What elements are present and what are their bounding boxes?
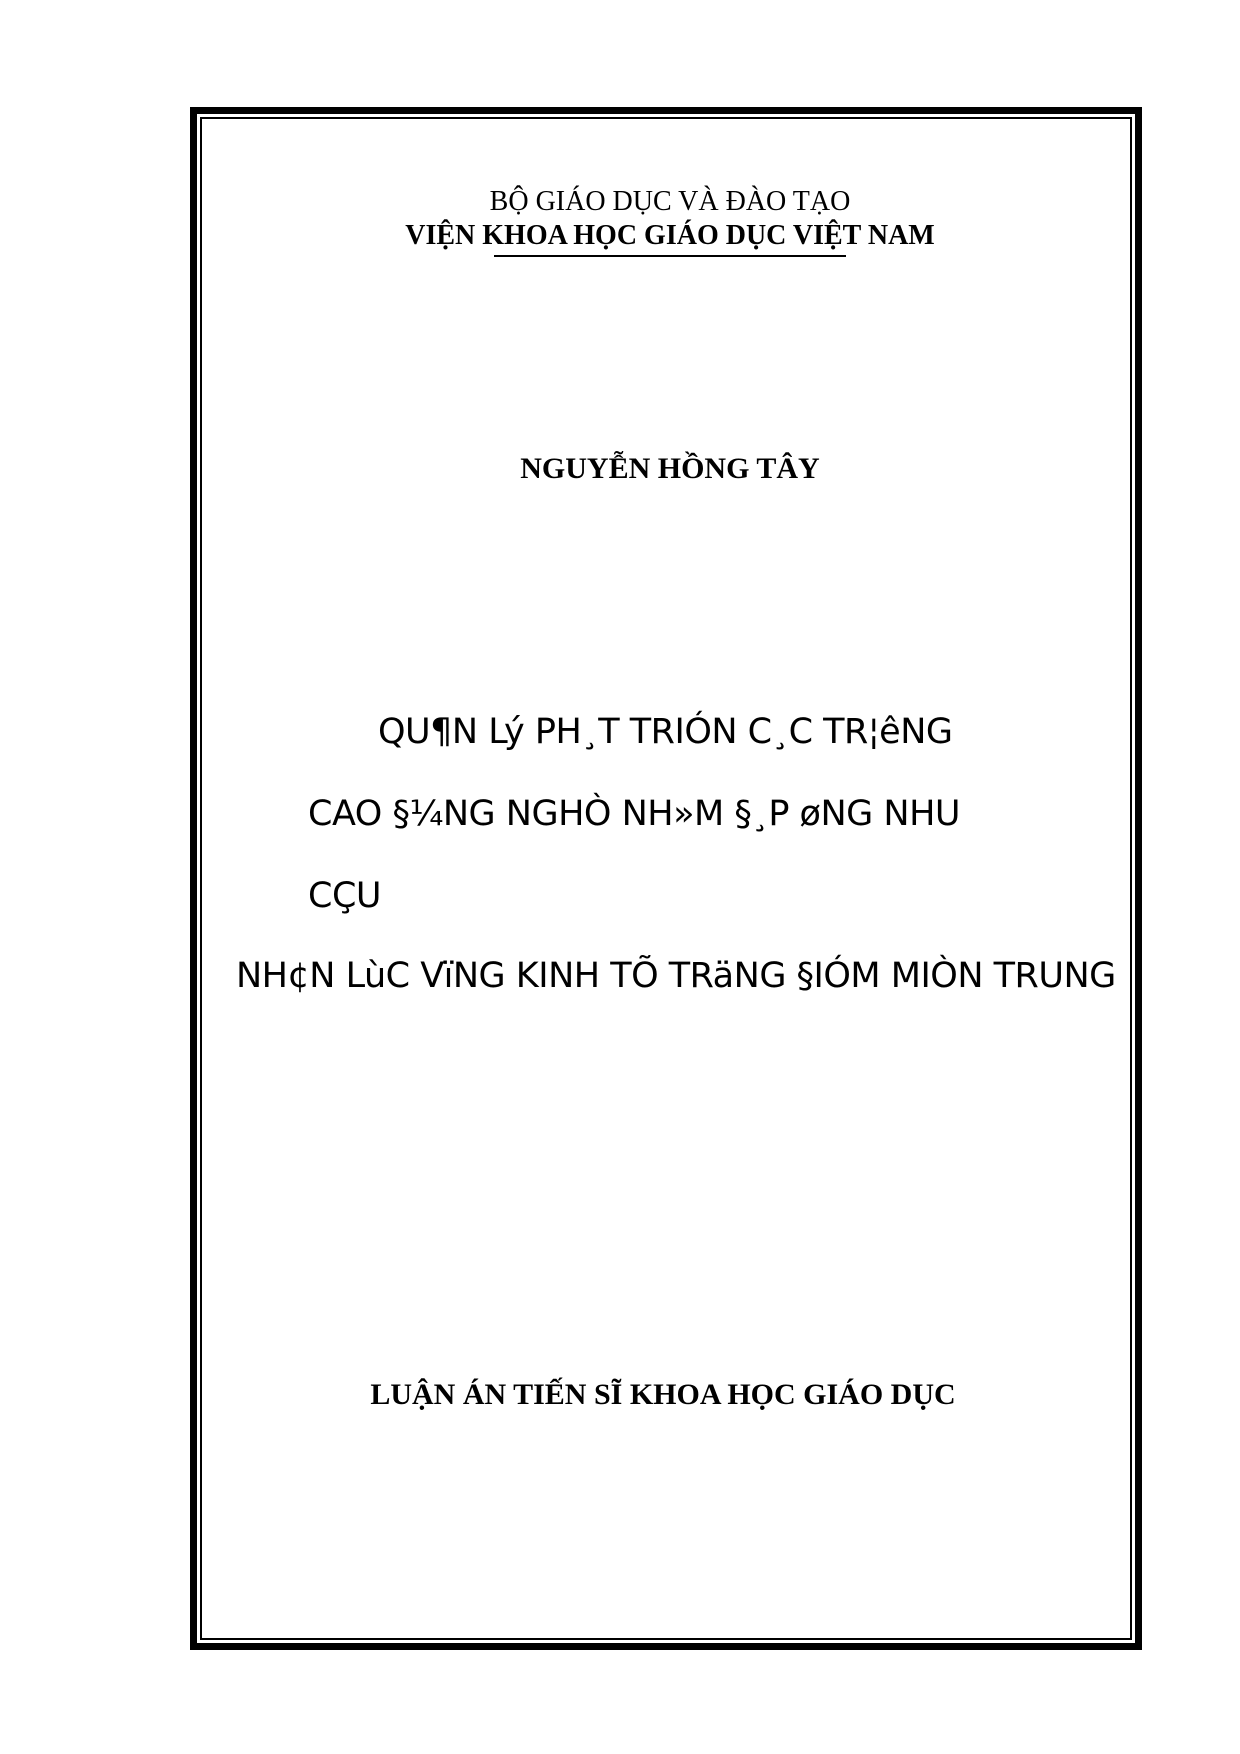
institute-name: VIỆN KHOA HỌC GIÁO DỤC VIỆT NAM — [405, 220, 935, 251]
thesis-title-line-3: CÇU — [308, 876, 381, 916]
thesis-title-line-2: CAO §¼NG NGHÒ NH»M §¸P øNG NHU — [308, 794, 961, 834]
thesis-title-line-4: NH¢N LùC VïNG KINH TÕ TRäNG §IÓM MIÒN TRUNG — [236, 956, 1116, 996]
institute-underline — [494, 255, 846, 257]
degree-title: LUẬN ÁN TIẾN SĨ KHOA HỌC GIÁO DỤC — [370, 1378, 956, 1411]
thesis-title-line-1: QU¶N Lý PH¸T TRIÓN C¸C TR¦êNG — [378, 712, 953, 752]
author-name: NGUYỄN HỒNG TÂY — [520, 452, 820, 485]
ministry-name: BỘ GIÁO DỤC VÀ ĐÀO TẠO — [489, 186, 851, 217]
